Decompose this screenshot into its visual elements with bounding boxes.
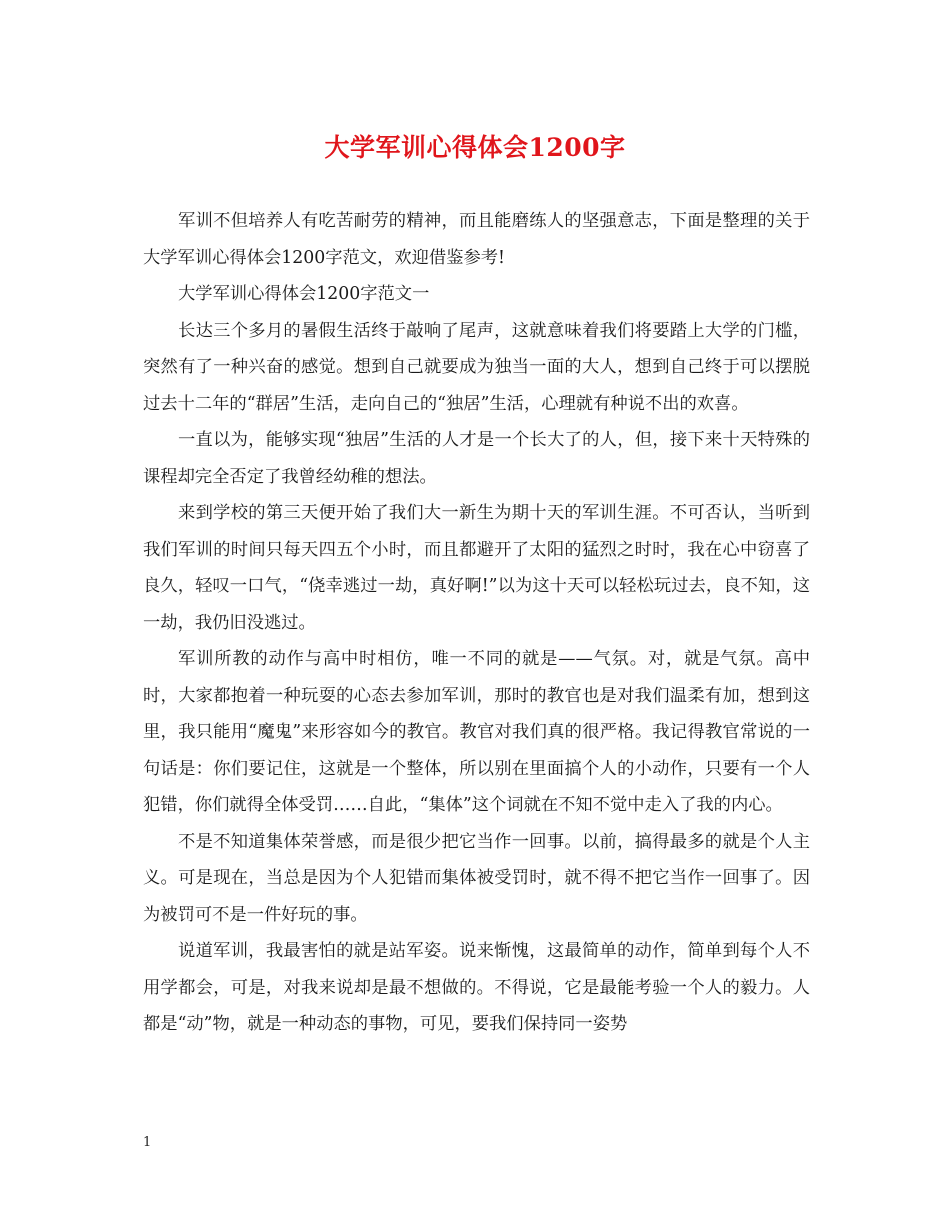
document-title: 大学军训心得体会1200字: [324, 133, 626, 162]
page-number: 1: [143, 1135, 152, 1150]
document-body: [143, 203, 810, 1043]
body-paragraph: 一直以为，能够实现“独居”生活的人才是一个长大了的人，但，接下来十天特殊的课程却完全否定了我曾经幼稚的想法。: [143, 430, 810, 487]
body-paragraph: 长达三个多月的暑假生活终于敲响了尾声，这就意味着我们将要踏上大学的门槛，突然有了一种兴奋的感觉。想到自己就要成为独当一面的大人，想到自己终于可以摆脱过去十二年的“群居”生活，走向自己的“独居”生活，心理就有种说不出的欢喜。: [143, 320, 810, 414]
body-paragraph: 不是不知道集体荣誉感，而是很少把它当作一回事。以前，搞得最多的就是个人主义。可是现在，当总是因为个人犯错而集体被受罚时，就不得不把它当作一回事了。因为被罚可不是一件好玩的事。: [143, 831, 810, 925]
body-paragraph: 军训所教的动作与高中时相仿，唯一不同的就是——气氛。对，就是气氛。高中时，大家都抱着一种玩耍的心态去参加军训，那时的教官也是对我们温柔有加，想到这里，我只能用“魔鬼”来形容如今的教官。教官对我们真的很严格。我记得教官常说的一句话是：你们要记住，这就是一个整体，所以别在里面搞个人的小动作，只要有一个人犯错，你们就得全体受罚……自此，“集体”这个词就在不知不觉中走入了我的内心。: [143, 649, 810, 815]
body-paragraph: 说道军训，我最害怕的就是站军姿。说来惭愧，这最简单的动作，简单到每个人不用学都会，可是，对我来说却是最不想做的。不得说，它是最能考验一个人的毅力。人都是“动”物，就是一种动态的事物，可见，要我们保持同一姿势: [143, 941, 810, 1034]
section-heading: 大学军训心得体会1200字范文一: [178, 284, 430, 304]
body-paragraph: 来到学校的第三天便开始了我们大一新生为期十天的军训生涯。不可否认，当听到我们军训的时间只每天四五个小时，而且都避开了太阳的猛烈之时时，我在心中窃喜了良久，轻叹一口气，“侥幸逃过一劫，真好啊!”以为这十天可以轻松玩过去，良不知，这一劫，我仍旧没逃过。: [143, 503, 810, 633]
intro-paragraph: 军训不但培养人有吃苦耐劳的精神，而且能磨练人的坚强意志，下面是整理的关于大学军训心得体会1200字范文，欢迎借鉴参考!: [143, 211, 810, 268]
